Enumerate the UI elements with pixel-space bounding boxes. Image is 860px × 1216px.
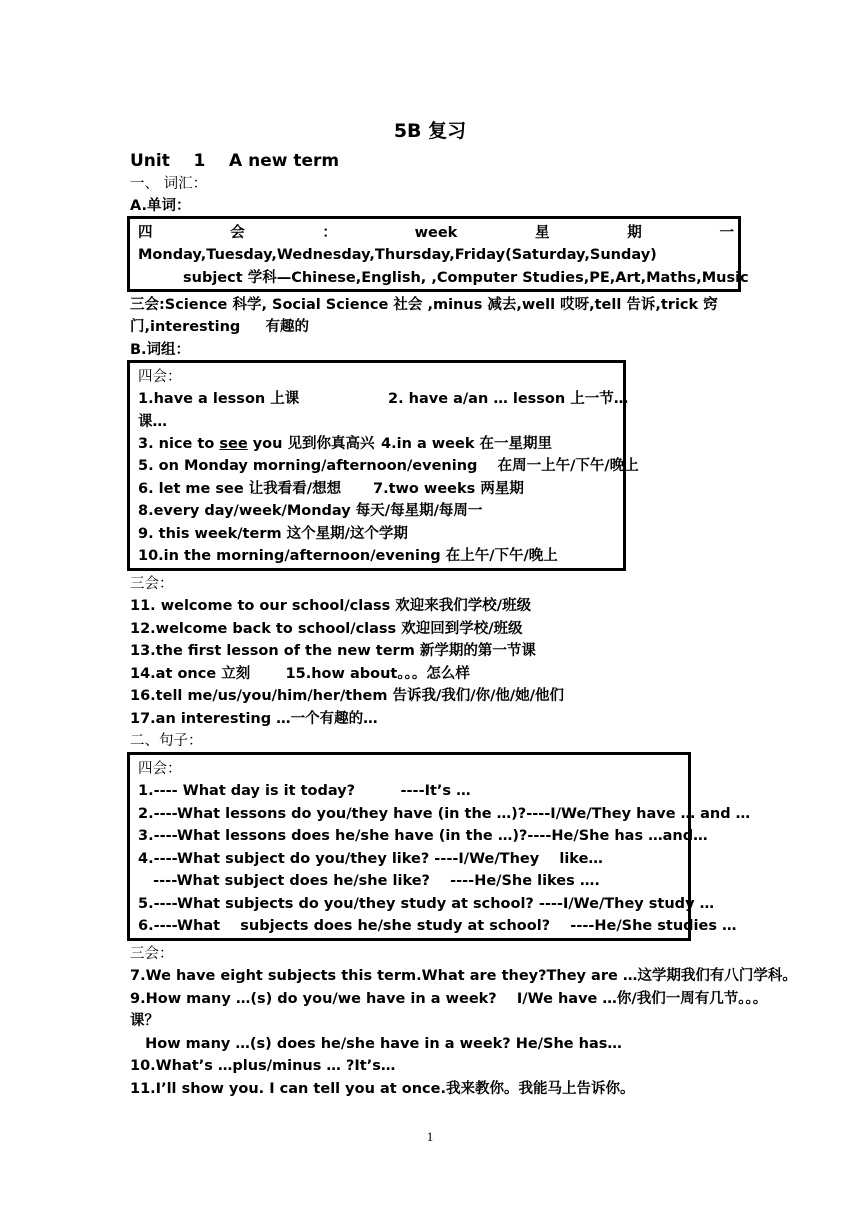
row1-part: 一: [719, 225, 734, 241]
phrase-item: 4.in a week 在一星期里: [381, 436, 553, 452]
phrase-text: you 见到你真高兴: [247, 436, 375, 452]
list-item: 16.tell me/us/you/him/her/them 告诉我/我们/你/他/她/他们: [130, 688, 564, 704]
phrase-item: 2. have a/an … lesson 上一节…: [388, 391, 629, 407]
phrase-item: 8.every day/week/Monday 每天/每星期/每周一: [138, 503, 483, 519]
list-item: 12.welcome back to school/class 欢迎回到学校/班级: [130, 621, 523, 637]
row1-part: 期: [627, 225, 642, 241]
phrase-item-continued: 课…: [138, 414, 167, 430]
phrase-item: [138, 435, 375, 453]
words-box-days: Monday,Tuesday,Wednesday,Thursday,Friday(Saturday,Sunday): [138, 247, 657, 263]
sentences-box-label: 四会：: [138, 761, 182, 777]
unit-heading: Unit 1 A new term: [130, 151, 340, 171]
phrases-sanhui-label: 三会：: [130, 576, 174, 592]
list-item: 11. welcome to our school/class 欢迎来我们学校/班级: [130, 598, 532, 614]
list-item: 17.an interesting …一个有趣的…: [130, 711, 378, 727]
words-box-row1: [138, 224, 734, 242]
phrase-item: 10.in the morning/afternoon/evening 在上午/下午/晚上: [138, 548, 558, 564]
section-heading-sentences: 二、句子：: [130, 733, 203, 749]
phrase-item: 5. on Monday morning/afternoon/evening 在周一上午/下午/晚上: [138, 458, 639, 474]
sentence-item: 2.----What lessons do you/they have (in the …)?----I/We/They have … and …: [138, 806, 751, 822]
sentence-item: 5.----What subjects do you/they study at school? ----I/We/They study …: [138, 896, 715, 912]
sentence-item: 1.---- What day is it today? ----It’s …: [138, 783, 471, 799]
phrases-box-label: 四会：: [138, 369, 182, 385]
sentence-item: 4.----What subject do you/they like? ----I/We/They like…: [138, 851, 603, 867]
page-number: 1: [426, 1129, 434, 1144]
sanhui-words-line1: 三会:Science 科学, Social Science 社会 ,minus 减去,well 哎呀,tell 告诉,trick 窍: [130, 297, 718, 313]
sentences-sanhui-label: 三会：: [130, 946, 174, 962]
sentence-item: 6.----What subjects does he/she study at school? ----He/She studies …: [138, 918, 737, 934]
row1-part: week: [414, 225, 458, 241]
sanhui-words-line2: 门,interesting 有趣的: [130, 319, 310, 335]
page-title: 5B 复习: [393, 120, 467, 142]
phrase-item: 6. let me see 让我看看/想想: [138, 481, 342, 497]
sentence-item: 3.----What lessons does he/she have (in the …)?----He/She has …and…: [138, 828, 708, 844]
list-item: 13.the first lesson of the new term 新学期的第一节课: [130, 643, 536, 659]
underlined-word: see: [219, 436, 248, 452]
row1-part: 星: [535, 225, 550, 241]
sentence-item: ----What subject does he/she like? ----He/She likes ….: [138, 873, 600, 889]
list-item: 14.at once 立刻 15.how about。。。怎么样: [130, 666, 470, 682]
list-item: 10.What’s …plus/minus … ?It’s…: [130, 1058, 396, 1074]
list-item: 7.We have eight subjects this term.What are they?They are …这学期我们有八门学科。: [130, 968, 797, 984]
row1-part: 四: [138, 225, 153, 241]
phrase-text: 3. nice to: [138, 436, 220, 452]
row1-part: ：: [322, 225, 337, 241]
row1-part: 会: [230, 225, 245, 241]
words-heading: A.单词：: [130, 198, 191, 214]
phrase-item: 9. this week/term 这个星期/这个学期: [138, 526, 408, 542]
list-item: How many …(s) does he/she have in a week? He/She has…: [130, 1036, 622, 1052]
phrase-item: 1.have a lesson 上课: [138, 391, 300, 407]
list-item-continued: 课？: [130, 1013, 159, 1029]
words-box-subjects: subject 学科—Chinese,English, ,Computer Studies,PE,Art,Maths,Music: [183, 270, 749, 286]
phrases-heading: B.词组：: [130, 342, 191, 358]
section-heading-vocabulary: 一、 词汇：: [130, 176, 208, 192]
phrase-item: 7.two weeks 两星期: [373, 481, 524, 497]
list-item: 11.I’ll show you. I can tell you at once.我来教你。我能马上告诉你。: [130, 1081, 635, 1097]
list-item: 9.How many …(s) do you/we have in a week? I/We have …你/我们一周有几节。。。: [130, 991, 768, 1007]
